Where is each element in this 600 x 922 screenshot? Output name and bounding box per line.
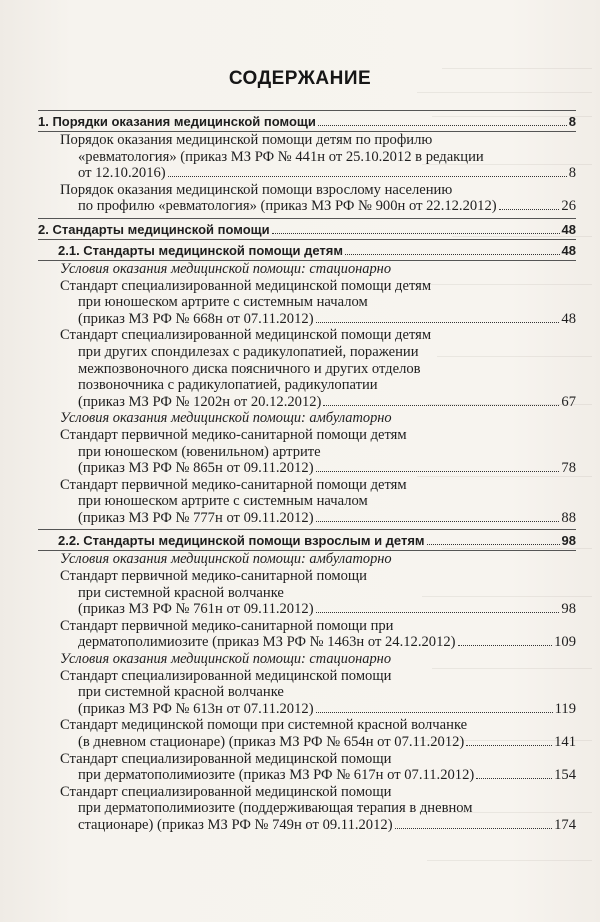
entry-line: при юношеском артрите с системным началом: [78, 493, 368, 510]
entry-line: от 12.10.2016): [78, 165, 166, 182]
section-label: 2.1. Стандарты медицинской помощи детям: [58, 242, 343, 258]
entry-line: стационаре) (приказ МЗ РФ № 749н от 09.11.2012): [78, 816, 393, 833]
leader-dots: [272, 233, 560, 234]
conditions-heading: Условия оказания медицинской помощи: амбулаторно: [60, 551, 392, 568]
leader-dots: [345, 254, 560, 255]
entry-line: Стандарт первичной медико-санитарной помощи: [60, 568, 367, 585]
leader-dots: [316, 521, 560, 522]
entry-line: при дерматополимиозите (поддерживающая терапия в дневном: [78, 800, 473, 817]
toc-entry[interactable]: [38, 132, 576, 182]
entry-line: Стандарт первичной медико-санитарной помощи при: [60, 617, 394, 634]
conditions-heading: Условия оказания медицинской помощи: амбулаторно: [60, 410, 392, 427]
page-number: 98: [561, 533, 576, 549]
entry-line: Стандарт первичной медико-санитарной помощи детям: [60, 426, 407, 443]
leader-dots: [499, 209, 560, 210]
page-title: СОДЕРЖАНИЕ: [228, 68, 372, 89]
entry-line: (приказ МЗ РФ № 613н от 07.11.2012): [78, 700, 314, 717]
page-number: 48: [561, 310, 576, 327]
entry-line: Порядок оказания медицинской помощи детям по профилю: [60, 132, 433, 148]
entry-line: Порядок оказания медицинской помощи взрослому населению: [60, 181, 453, 198]
conditions-heading: Условия оказания медицинской помощи: стационарно: [60, 260, 392, 277]
table-of-contents: [38, 110, 576, 834]
leader-dots: [316, 712, 553, 713]
entry-line: при юношеском (ювенильном) артрите: [78, 443, 321, 460]
entry-line: (приказ МЗ РФ № 865н от 09.11.2012): [78, 460, 314, 477]
toc-entry[interactable]: [38, 477, 576, 527]
conditions-heading: Условия оказания медицинской помощи: стационарно: [60, 651, 392, 668]
page-number: 8: [568, 114, 576, 129]
leader-dots: [316, 612, 560, 613]
entry-line: Стандарт первичной медико-санитарной помощи детям: [60, 476, 407, 493]
leader-dots: [466, 745, 552, 746]
entry-line: Стандарт медицинской помощи при системной красной волчанке: [60, 717, 468, 734]
entry-line: (приказ МЗ РФ № 668н от 07.11.2012): [78, 310, 314, 327]
toc-entry[interactable]: [38, 751, 576, 784]
entry-line: (приказ МЗ РФ № 777н от 09.11.2012): [78, 509, 314, 526]
toc-entry[interactable]: [38, 618, 576, 651]
entry-line: при системной красной волчанке: [78, 584, 284, 601]
toc-entry[interactable]: [38, 427, 576, 477]
entry-line: (приказ МЗ РФ № 761н от 09.11.2012): [78, 601, 314, 618]
entry-line: Стандарт специализированной медицинской помощи детям: [60, 327, 432, 344]
page-number: 26: [561, 198, 576, 215]
entry-line: при юношеском артрите с системным началом: [78, 294, 368, 311]
entry-line: «ревматология» (приказ МЗ РФ № 441н от 25.10.2012 в редакции: [78, 148, 484, 165]
entry-line: Стандарт специализированной медицинской помощи: [60, 667, 392, 684]
entry-line: при дерматополимиозите (приказ МЗ РФ № 617н от 07.11.2012): [78, 767, 475, 784]
toc-entry[interactable]: [38, 568, 576, 618]
toc-entry[interactable]: [38, 327, 576, 410]
entry-line: межпозвоночного диска поясничного и других отделов: [78, 360, 421, 377]
entry-line: по профилю «ревматология» (приказ МЗ РФ № 900н от 22.12.2012): [78, 198, 497, 215]
leader-dots: [476, 778, 552, 779]
entry-line: Стандарт специализированной медицинской помощи детям: [60, 277, 432, 294]
toc-section-2[interactable]: [38, 219, 576, 239]
toc-entry[interactable]: [38, 717, 576, 750]
leader-dots: [168, 176, 567, 177]
toc-entry[interactable]: [38, 278, 576, 328]
entry-line: при других спондилезах с радикулопатией, поражении: [78, 343, 419, 360]
toc-section-1[interactable]: [38, 111, 576, 131]
page-number: 141: [554, 734, 576, 750]
entry-line: Стандарт специализированной медицинской помощи: [60, 783, 392, 800]
section-label: 2.2. Стандарты медицинской помощи взрослым и детям: [58, 533, 425, 549]
leader-dots: [316, 471, 560, 472]
leader-dots: [323, 405, 559, 406]
page-number: 154: [554, 767, 576, 784]
page-number: 78: [561, 460, 576, 477]
leader-dots: [395, 828, 553, 829]
entry-line: (в дневном стационаре) (приказ МЗ РФ № 654н от 07.11.2012): [78, 734, 465, 750]
toc-entry[interactable]: [38, 668, 576, 718]
page-number: 109: [554, 634, 576, 651]
entry-line: Стандарт специализированной медицинской помощи: [60, 750, 392, 767]
page-number: 119: [554, 700, 576, 717]
leader-dots: [427, 544, 560, 545]
leader-dots: [318, 125, 567, 126]
toc-section-2-2[interactable]: [38, 530, 576, 550]
page-number: 88: [561, 509, 576, 526]
entry-line: (приказ МЗ РФ № 1202н от 20.12.2012): [78, 393, 322, 410]
page-number: 8: [568, 165, 576, 182]
page-number: 48: [561, 221, 576, 237]
section-label: 1. Порядки оказания медицинской помощи: [38, 114, 316, 129]
entry-line: дерматополимиозите (приказ МЗ РФ № 1463н от 24.12.2012): [78, 634, 456, 651]
entry-line: при системной красной волчанке: [78, 684, 284, 701]
page-number: 174: [554, 816, 576, 833]
page-number: 67: [561, 393, 576, 410]
toc-entry[interactable]: [38, 784, 576, 834]
leader-dots: [458, 645, 553, 646]
toc-entry[interactable]: [38, 182, 576, 215]
section-label: 2. Стандарты медицинской помощи: [38, 221, 270, 237]
page-number: 48: [561, 242, 576, 258]
entry-line: позвоночника с радикулопатией, радикулопатии: [78, 377, 378, 394]
page-number: 98: [561, 601, 576, 618]
leader-dots: [316, 322, 560, 323]
toc-section-2-1[interactable]: [38, 240, 576, 260]
